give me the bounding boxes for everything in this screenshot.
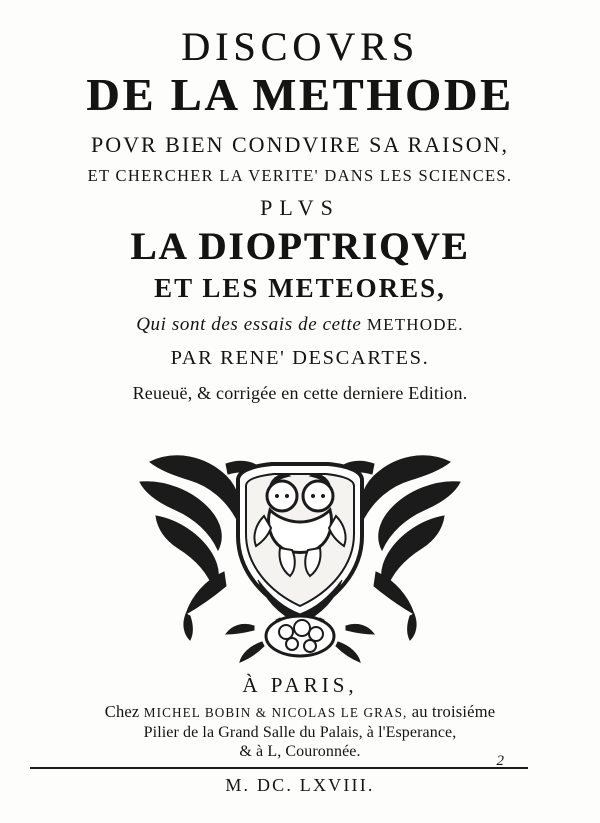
title-line-la-dioptrique: LA DIOPTRIQVE	[130, 225, 470, 269]
title-line-et-les-meteores: ET LES METEORES,	[154, 273, 446, 304]
imprint-publishers	[30, 702, 570, 722]
imprint-date: M. DC. LXVIII.	[225, 775, 375, 796]
essays-note-methode: METHODE.	[366, 315, 464, 335]
imprint-block	[30, 673, 570, 796]
edition-note: Reueuë, & corrigée en cette derniere Edition.	[132, 383, 468, 404]
title-line-de-la-methode: DE LA METHODE	[86, 69, 514, 121]
title-block	[30, 22, 570, 404]
plus-label: PLVS	[260, 195, 340, 221]
horizontal-rule	[30, 753, 528, 770]
author-line: PAR RENE' DESCARTES.	[170, 347, 430, 370]
imprint-address-line-1: Pilier de la Grand Salle du Palais, à l'Esperance,	[143, 724, 457, 742]
essays-note	[30, 314, 570, 336]
imprint-place: À PARIS,	[242, 673, 358, 698]
cherub-vignette-icon	[130, 420, 470, 665]
imprint-address-line-2: & à L, Couronnée.	[239, 743, 361, 761]
imprint-publishers-suffix: au troisiéme	[407, 702, 496, 722]
title-line-discours: DISCOVRS	[181, 24, 419, 69]
essays-note-italic: Qui sont des essais de cette	[136, 314, 367, 336]
imprint-publishers-names: MICHEL BOBIN & NICOLAS LE GRAS,	[143, 705, 408, 721]
subtitle-line-1: POVR BIEN CONDVIRE SA RAISON,	[91, 132, 509, 158]
rule-mark: 2	[496, 753, 504, 770]
imprint-publishers-prefix: Chez	[104, 702, 144, 722]
subtitle-line-2: ET CHERCHER LA VERITE' DANS LES SCIENCES.	[87, 166, 513, 186]
